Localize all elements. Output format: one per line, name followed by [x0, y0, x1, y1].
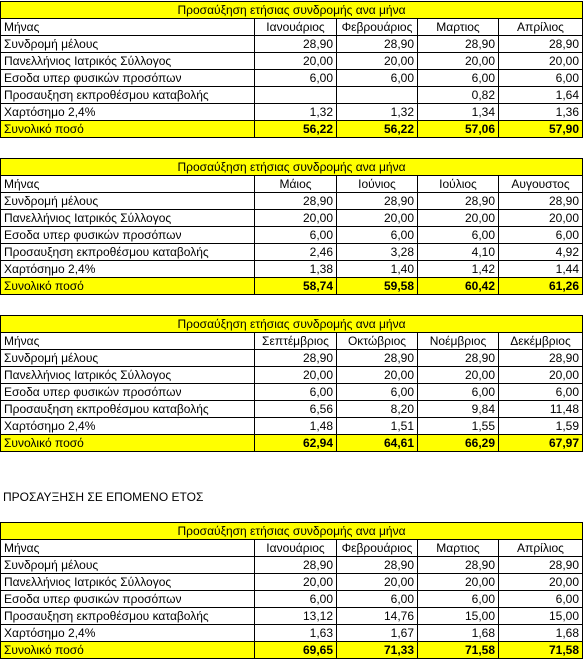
total-value-cell[interactable]: 57,06: [418, 121, 499, 138]
value-cell[interactable]: 1,59: [499, 418, 583, 435]
table-row: [1, 367, 583, 384]
table-row: [1, 210, 583, 227]
value-cell[interactable]: 6,00: [499, 384, 583, 401]
table-row: [1, 625, 583, 642]
row-label-cell[interactable]: Προσαυξηση εκπροθέσμου καταβολής: [1, 401, 255, 418]
total-row: [1, 278, 583, 295]
table-row: [1, 227, 583, 244]
month-cell[interactable]: Ιανουάριος: [255, 19, 337, 36]
month-cell[interactable]: Φεβρουάριος: [337, 540, 418, 557]
month-cell[interactable]: Απρίλιος: [499, 540, 583, 557]
value-cell[interactable]: 28,90: [337, 193, 418, 210]
total-value-cell[interactable]: 71,58: [418, 642, 499, 659]
value-cell[interactable]: 1,32: [337, 104, 418, 121]
row-label-cell[interactable]: Χαρτόσημο 2,4%: [1, 104, 255, 121]
value-cell[interactable]: 1,48: [255, 418, 337, 435]
row-label-cell[interactable]: Χαρτόσημο 2,4%: [1, 261, 255, 278]
value-cell[interactable]: 28,90: [337, 557, 418, 574]
value-cell[interactable]: 20,00: [255, 574, 337, 591]
fee-table-may-aug: [0, 158, 583, 295]
value-cell[interactable]: 20,00: [337, 210, 418, 227]
value-cell[interactable]: 4,10: [418, 244, 499, 261]
value-cell[interactable]: 6,00: [418, 227, 499, 244]
value-cell[interactable]: 6,00: [418, 70, 499, 87]
table-title-row: [1, 159, 583, 176]
table-row: [1, 608, 583, 625]
value-cell[interactable]: 8,20: [337, 401, 418, 418]
row-label-cell[interactable]: Πανελλήνιος Ιατρικός Σύλλογος: [1, 367, 255, 384]
value-cell[interactable]: 6,00: [499, 70, 583, 87]
value-cell[interactable]: 20,00: [337, 574, 418, 591]
value-cell[interactable]: 28,90: [418, 193, 499, 210]
month-header-row: [1, 540, 583, 557]
value-cell[interactable]: 28,90: [255, 193, 337, 210]
value-cell[interactable]: 1,34: [418, 104, 499, 121]
row-label-cell[interactable]: Πανελλήνιος Ιατρικός Σύλλογος: [1, 574, 255, 591]
table-row: [1, 104, 583, 121]
month-header-row: [1, 176, 583, 193]
total-row: [1, 435, 583, 452]
value-cell[interactable]: 6,00: [418, 591, 499, 608]
row-label-cell[interactable]: Χαρτόσημο 2,4%: [1, 418, 255, 435]
value-cell[interactable]: 6,00: [418, 384, 499, 401]
row-label-cell[interactable]: Εσοδα υπερ φυσικών προσόπων: [1, 384, 255, 401]
value-cell[interactable]: 20,00: [255, 53, 337, 70]
total-value-cell[interactable]: 59,58: [337, 278, 418, 295]
month-cell[interactable]: Νοέμβριος: [418, 333, 499, 350]
value-cell[interactable]: 6,00: [255, 591, 337, 608]
value-cell[interactable]: 1,40: [337, 261, 418, 278]
header-label-cell[interactable]: Μήνας: [1, 176, 255, 193]
value-cell[interactable]: 1,44: [499, 261, 583, 278]
value-cell[interactable]: 28,90: [418, 350, 499, 367]
value-cell[interactable]: 20,00: [499, 367, 583, 384]
total-value-cell[interactable]: 69,65: [255, 642, 337, 659]
month-cell[interactable]: Ιανουάριος: [255, 540, 337, 557]
row-label-cell[interactable]: Χαρτόσημο 2,4%: [1, 625, 255, 642]
table-row: [1, 557, 583, 574]
value-cell[interactable]: 6,00: [337, 384, 418, 401]
value-cell[interactable]: 20,00: [499, 574, 583, 591]
fee-table-sep-dec: [0, 315, 583, 452]
value-cell[interactable]: 20,00: [418, 210, 499, 227]
total-value-cell[interactable]: 56,22: [337, 121, 418, 138]
header-label-cell[interactable]: Μήνας: [1, 19, 255, 36]
value-cell[interactable]: 6,00: [255, 227, 337, 244]
value-cell[interactable]: 20,00: [337, 53, 418, 70]
value-cell[interactable]: 28,90: [255, 36, 337, 53]
value-cell[interactable]: 1,68: [418, 625, 499, 642]
value-cell[interactable]: 2,46: [255, 244, 337, 261]
month-cell[interactable]: Ιούνιος: [337, 176, 418, 193]
month-cell[interactable]: Φεβρουάριος: [337, 19, 418, 36]
total-value-cell[interactable]: 67,97: [499, 435, 583, 452]
value-cell[interactable]: 6,00: [499, 227, 583, 244]
value-cell[interactable]: 28,90: [255, 350, 337, 367]
total-label-cell[interactable]: Συνολικό ποσό: [1, 435, 255, 452]
month-cell[interactable]: Μαρτιος: [418, 540, 499, 557]
month-cell[interactable]: Σεπτέμβριος: [255, 333, 337, 350]
value-cell[interactable]: [255, 87, 337, 104]
table-row: [1, 384, 583, 401]
table-title[interactable]: Προσαύξηση ετήσιας συνδρομής ανα μήνα: [1, 2, 583, 19]
value-cell[interactable]: 6,00: [337, 227, 418, 244]
table-title-row: [1, 316, 583, 333]
value-cell[interactable]: 28,90: [337, 350, 418, 367]
month-header-row: [1, 19, 583, 36]
value-cell[interactable]: 15,00: [418, 608, 499, 625]
total-value-cell[interactable]: 61,26: [499, 278, 583, 295]
total-value-cell[interactable]: 66,29: [418, 435, 499, 452]
value-cell[interactable]: 20,00: [418, 367, 499, 384]
value-cell[interactable]: 9,84: [418, 401, 499, 418]
value-cell[interactable]: 6,00: [255, 70, 337, 87]
row-label-cell[interactable]: Πανελλήνιος Ιατρικός Σύλλογος: [1, 210, 255, 227]
value-cell[interactable]: 11,48: [499, 401, 583, 418]
row-label-cell[interactable]: Εσοδα υπερ φυσικών προσόπων: [1, 70, 255, 87]
total-value-cell[interactable]: 60,42: [418, 278, 499, 295]
value-cell[interactable]: 28,90: [499, 36, 583, 53]
total-row: [1, 121, 583, 138]
table-row: [1, 418, 583, 435]
value-cell[interactable]: 1,55: [418, 418, 499, 435]
value-cell[interactable]: 6,00: [337, 591, 418, 608]
value-cell[interactable]: 13,12: [255, 608, 337, 625]
table-row: [1, 70, 583, 87]
total-value-cell[interactable]: 71,33: [337, 642, 418, 659]
value-cell[interactable]: 20,00: [255, 210, 337, 227]
total-value-cell[interactable]: 62,94: [255, 435, 337, 452]
row-label-cell[interactable]: Προσαυξηση εκπροθέσμου καταβολής: [1, 244, 255, 261]
value-cell[interactable]: 1,68: [499, 625, 583, 642]
month-cell[interactable]: Αυγουστος: [499, 176, 583, 193]
value-cell[interactable]: 28,90: [499, 193, 583, 210]
value-cell[interactable]: 14,76: [337, 608, 418, 625]
value-cell[interactable]: 1,32: [255, 104, 337, 121]
total-value-cell[interactable]: 56,22: [255, 121, 337, 138]
value-cell[interactable]: 1,64: [499, 87, 583, 104]
value-cell[interactable]: 20,00: [337, 367, 418, 384]
table-row: [1, 591, 583, 608]
total-label-cell[interactable]: Συνολικό ποσό: [1, 278, 255, 295]
value-cell[interactable]: 28,90: [499, 350, 583, 367]
value-cell[interactable]: 4,92: [499, 244, 583, 261]
total-value-cell[interactable]: 57,90: [499, 121, 583, 138]
total-label-cell[interactable]: Συνολικό ποσό: [1, 642, 255, 659]
value-cell[interactable]: 1,42: [418, 261, 499, 278]
value-cell[interactable]: 6,00: [255, 384, 337, 401]
value-cell[interactable]: 0,82: [418, 87, 499, 104]
value-cell[interactable]: 28,90: [255, 557, 337, 574]
row-label-cell[interactable]: Συνδρομή μέλους: [1, 36, 255, 53]
month-cell[interactable]: Απρίλιος: [499, 19, 583, 36]
table-row: [1, 261, 583, 278]
total-label-cell[interactable]: Συνολικό ποσό: [1, 121, 255, 138]
value-cell[interactable]: 28,90: [499, 557, 583, 574]
table-row: [1, 401, 583, 418]
value-cell[interactable]: 15,00: [499, 608, 583, 625]
row-label-cell[interactable]: Συνδρομή μέλους: [1, 557, 255, 574]
total-value-cell[interactable]: 71,58: [499, 642, 583, 659]
total-value-cell[interactable]: 64,61: [337, 435, 418, 452]
value-cell[interactable]: 6,56: [255, 401, 337, 418]
row-label-cell[interactable]: Συνδρομή μέλους: [1, 193, 255, 210]
month-cell[interactable]: Ιούλιος: [418, 176, 499, 193]
total-value-cell[interactable]: 58,74: [255, 278, 337, 295]
value-cell[interactable]: 20,00: [255, 367, 337, 384]
table-row: [1, 36, 583, 53]
value-cell[interactable]: 1,63: [255, 625, 337, 642]
month-cell[interactable]: Μαρτιος: [418, 19, 499, 36]
table-title-row: [1, 2, 583, 19]
fee-table-jan-apr: [0, 1, 583, 138]
table-row: [1, 244, 583, 261]
value-cell[interactable]: 1,38: [255, 261, 337, 278]
value-cell[interactable]: 20,00: [499, 53, 583, 70]
month-cell[interactable]: Μάιος: [255, 176, 337, 193]
row-label-cell[interactable]: Προσαυξηση εκπροθέσμου καταβολής: [1, 87, 255, 104]
value-cell[interactable]: 1,36: [499, 104, 583, 121]
row-label-cell[interactable]: Εσοδα υπερ φυσικών προσόπων: [1, 591, 255, 608]
table-title-row: [1, 523, 583, 540]
value-cell[interactable]: 20,00: [418, 574, 499, 591]
value-cell[interactable]: 28,90: [418, 36, 499, 53]
table-row: [1, 53, 583, 70]
value-cell[interactable]: 20,00: [418, 53, 499, 70]
header-label-cell[interactable]: Μήνας: [1, 333, 255, 350]
value-cell[interactable]: 3,28: [337, 244, 418, 261]
value-cell[interactable]: 6,00: [499, 591, 583, 608]
value-cell[interactable]: 28,90: [337, 36, 418, 53]
table-title[interactable]: Προσαύξηση ετήσιας συνδρομής ανα μήνα: [1, 316, 583, 333]
value-cell[interactable]: [337, 87, 418, 104]
table-title[interactable]: Προσαύξηση ετήσιας συνδρομής ανα μήνα: [1, 523, 583, 540]
table-row: [1, 87, 583, 104]
month-header-row: [1, 333, 583, 350]
value-cell[interactable]: 20,00: [499, 210, 583, 227]
total-row: [1, 642, 583, 659]
row-label-cell[interactable]: Εσοδα υπερ φυσικών προσόπων: [1, 227, 255, 244]
month-cell[interactable]: Δεκέμβριος: [499, 333, 583, 350]
value-cell[interactable]: 1,67: [337, 625, 418, 642]
value-cell[interactable]: 28,90: [418, 557, 499, 574]
row-label-cell[interactable]: Πανελλήνιος Ιατρικός Σύλλογος: [1, 53, 255, 70]
row-label-cell[interactable]: Συνδρομή μέλους: [1, 350, 255, 367]
next-year-heading[interactable]: ΠΡΟΣΑΥΞΗΣΗ ΣΕ ΕΠΟΜΕΝΟ ΕΤΟΣ: [3, 490, 204, 504]
header-label-cell[interactable]: Μήνας: [1, 540, 255, 557]
table-row: [1, 350, 583, 367]
value-cell[interactable]: 1,51: [337, 418, 418, 435]
month-cell[interactable]: Οκτώβριος: [337, 333, 418, 350]
fee-table-next-year: [0, 522, 583, 659]
row-label-cell[interactable]: Προσαυξηση εκπροθέσμου καταβολής: [1, 608, 255, 625]
value-cell[interactable]: 6,00: [337, 70, 418, 87]
table-row: [1, 574, 583, 591]
table-row: [1, 193, 583, 210]
table-title[interactable]: Προσαύξηση ετήσιας συνδρομής ανα μήνα: [1, 159, 583, 176]
